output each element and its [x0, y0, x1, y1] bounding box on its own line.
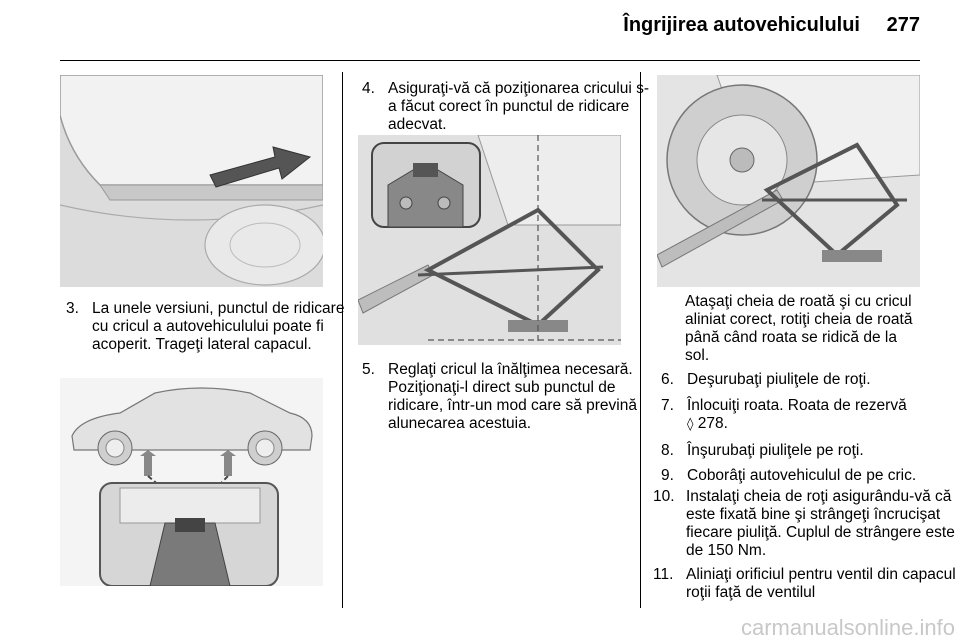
column-divider-right	[640, 72, 641, 608]
step-text: La unele versiuni, punctul de ridicare cu cricul a autovehiculului poate fi acoperit. Trageţi lateral capacul.	[92, 300, 345, 353]
step-number: 11.	[653, 566, 674, 583]
cross-reference-icon: ◊	[687, 417, 694, 432]
figure-jack-positioning	[358, 135, 621, 345]
step-text: Asiguraţi-vă că poziţionarea cricului s-a făcut corect în punctul de ridicare adecvat.	[388, 80, 650, 133]
wheel-lift-instruction: Ataşaţi cheia de roată şi cu cricul aliniat corect, rotiţi cheia de roată până când roata se ridică de la sol.	[685, 293, 913, 364]
step-6	[661, 371, 955, 389]
step-text: Coborâţi autovehiculul de pe cric.	[687, 467, 917, 484]
step-7	[661, 397, 955, 434]
step-number: 5.	[362, 361, 375, 378]
step-text: Reglaţi cricul la înălţimea necesară. Poziţionaţi-l direct sub punctul de ridicare, într-un mod care să prevină alunecarea acestuia.	[388, 361, 637, 432]
step-text: Instalaţi cheia de roţi asigurându-vă că este fixată bine şi strângeţi încrucişat fiecare piuliţă. Cuplul de strângere este de 150 Nm.	[686, 488, 955, 559]
cross-reference-page[interactable]: 278.	[697, 415, 728, 432]
step-3	[66, 300, 354, 354]
step-text: Aliniaţi orificiul pentru ventil din capacul roţii faţă de ventilul	[686, 566, 956, 601]
step-10	[653, 488, 960, 560]
watermark: carmanualsonline.info	[740, 615, 955, 640]
wheel-lift-illustration	[657, 75, 920, 287]
step-text: Deşurubaţi piuliţele de roţi.	[687, 371, 871, 388]
header-divider	[60, 60, 920, 61]
step-8	[661, 442, 955, 460]
jack-positioning-illustration	[358, 135, 621, 345]
step-9	[661, 467, 955, 485]
page-header-title: Îngrijirea autovehiculului	[623, 14, 860, 36]
step-number: 9.	[661, 467, 674, 484]
step-number: 10.	[653, 488, 675, 505]
step-11	[653, 566, 960, 602]
figure-underbody-cover	[60, 75, 323, 287]
car-lifting-points-illustration	[60, 378, 323, 586]
step-text: Înşurubaţi piuliţele pe roţi.	[687, 442, 864, 459]
step-number: 8.	[661, 442, 674, 459]
figure-car-lifting-points	[60, 378, 323, 586]
underbody-cover-illustration	[60, 75, 323, 287]
step-number: 3.	[66, 300, 79, 317]
step-number: 6.	[661, 371, 674, 388]
step-4	[362, 80, 650, 134]
figure-wheel-lift	[657, 75, 920, 287]
step-text: Înlocuiţi roata. Roata de rezervă	[687, 397, 907, 414]
step-5	[362, 361, 650, 433]
step-number: 4.	[362, 80, 375, 97]
step-number: 7.	[661, 397, 674, 414]
page-number: 277	[886, 14, 920, 36]
